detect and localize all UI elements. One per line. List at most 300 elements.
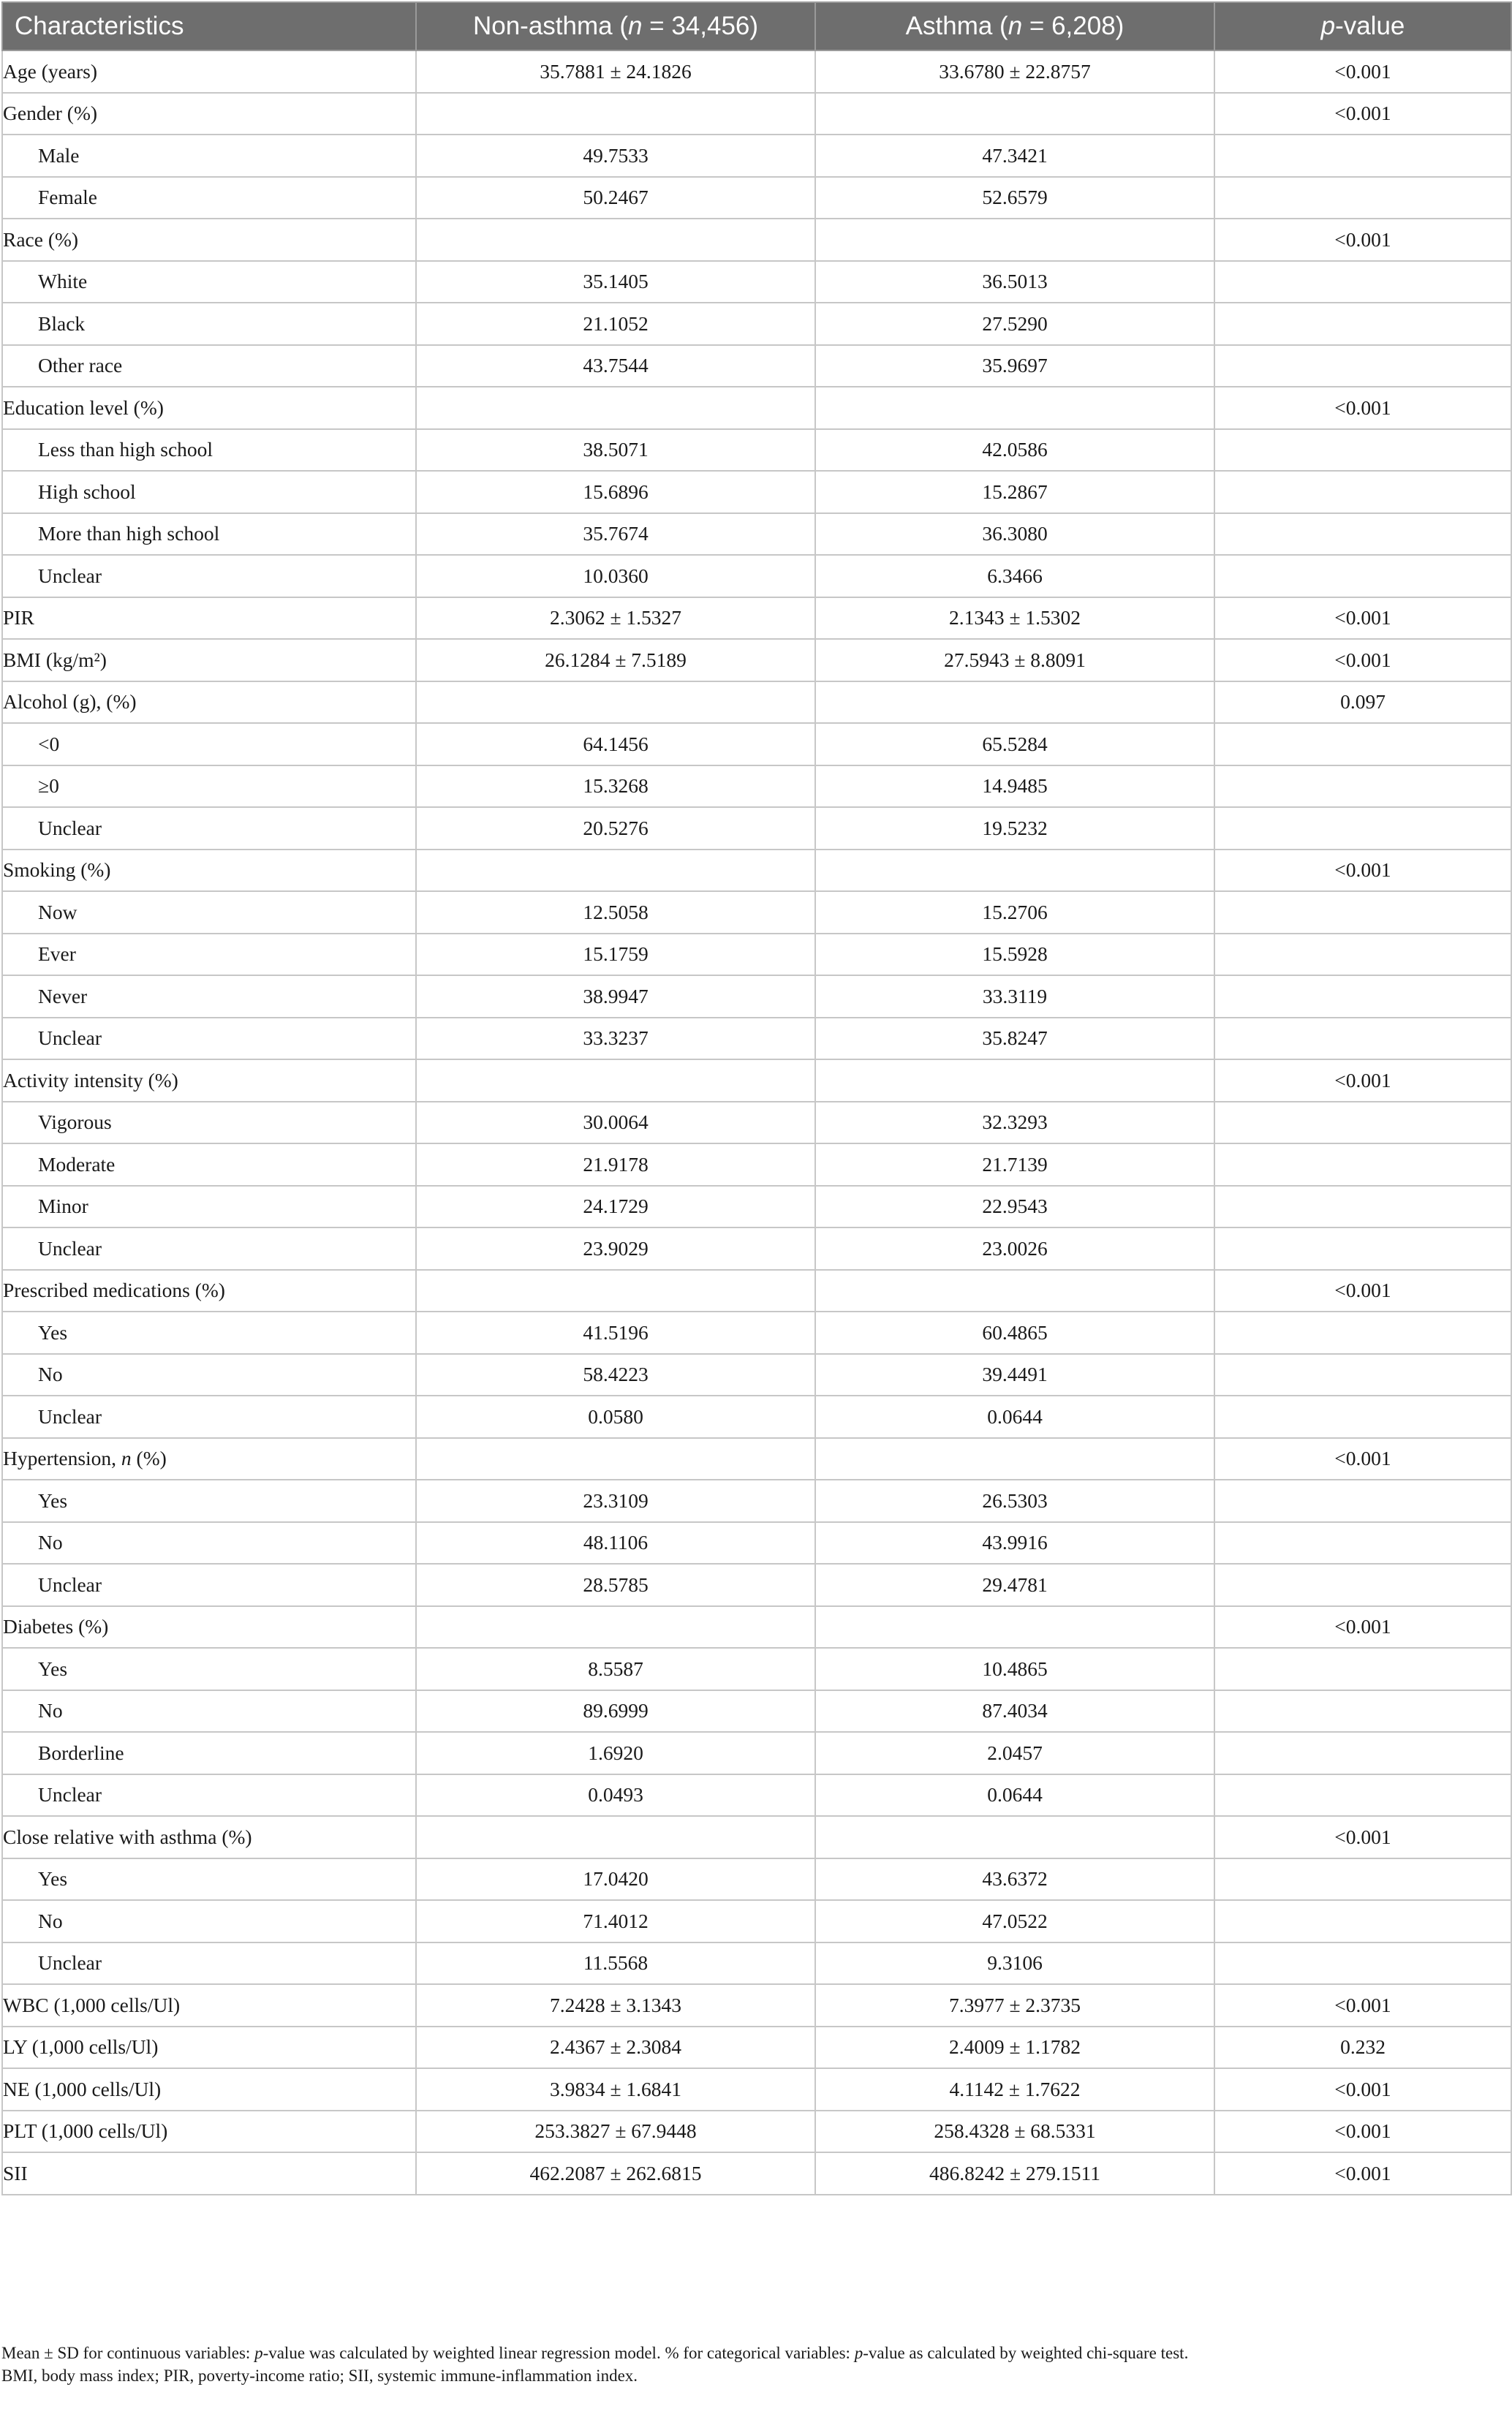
row-label bbox=[2, 1143, 416, 1186]
p-value: <0.001 bbox=[1214, 50, 1511, 93]
p-value: 0.232 bbox=[1214, 2027, 1511, 2069]
asthma-value: 9.3106 bbox=[815, 1942, 1214, 1985]
table-row bbox=[2, 934, 1511, 976]
table-row bbox=[2, 555, 1511, 597]
p-value: <0.001 bbox=[1214, 1984, 1511, 2027]
table-row bbox=[2, 2111, 1511, 2153]
p-value bbox=[1214, 345, 1511, 387]
asthma-value: 4.1142 ± 1.7622 bbox=[815, 2068, 1214, 2111]
row-label-text: More than high school bbox=[38, 522, 220, 545]
p-value bbox=[1214, 471, 1511, 513]
table-row bbox=[2, 1227, 1511, 1270]
header-p-var: p bbox=[1320, 12, 1336, 40]
p-value bbox=[1214, 429, 1511, 472]
footnote-text-b: -value was calculated by weighted linear regression model. % for categorical variables: bbox=[262, 2344, 855, 2362]
asthma-value bbox=[815, 850, 1214, 892]
p-value bbox=[1214, 555, 1511, 597]
p-value bbox=[1214, 765, 1511, 808]
p-value: <0.001 bbox=[1214, 219, 1511, 261]
asthma-value: 19.5232 bbox=[815, 807, 1214, 850]
header-asthma-n: n bbox=[1008, 12, 1023, 40]
row-label bbox=[2, 1564, 416, 1606]
row-label bbox=[2, 1648, 416, 1690]
row-label bbox=[2, 1227, 416, 1270]
table-row bbox=[2, 1480, 1511, 1522]
non-asthma-value: 21.1052 bbox=[416, 303, 815, 345]
asthma-value bbox=[815, 1606, 1214, 1649]
row-label bbox=[2, 345, 416, 387]
table-row bbox=[2, 597, 1511, 640]
row-label-text: WBC (1,000 cells/Ul) bbox=[3, 1993, 181, 2016]
non-asthma-value: 30.0064 bbox=[416, 1102, 815, 1144]
table-row bbox=[2, 50, 1511, 93]
row-label-text: NE (1,000 cells/Ul) bbox=[3, 2077, 162, 2100]
row-label-italic: n bbox=[121, 1447, 132, 1470]
non-asthma-value: 2.3062 ± 1.5327 bbox=[416, 597, 815, 640]
p-value bbox=[1214, 1522, 1511, 1565]
non-asthma-value: 462.2087 ± 262.6815 bbox=[416, 2152, 815, 2195]
header-non-asthma bbox=[416, 2, 815, 50]
asthma-value bbox=[815, 1059, 1214, 1102]
table-row bbox=[2, 1143, 1511, 1186]
footnote-p-var-1: p bbox=[254, 2344, 263, 2362]
asthma-value: 33.6780 ± 22.8757 bbox=[815, 50, 1214, 93]
row-label-text: PIR bbox=[3, 606, 34, 629]
header-non-asthma-prefix: Non-asthma ( bbox=[472, 12, 628, 40]
row-label bbox=[2, 1186, 416, 1228]
row-label bbox=[2, 1732, 416, 1774]
asthma-value bbox=[815, 1438, 1214, 1480]
table-row bbox=[2, 1984, 1511, 2027]
asthma-value: 87.4034 bbox=[815, 1690, 1214, 1733]
non-asthma-value: 38.9947 bbox=[416, 975, 815, 1018]
table-row bbox=[2, 177, 1511, 219]
row-label-text: Diabetes (%) bbox=[3, 1615, 109, 1638]
asthma-value: 27.5290 bbox=[815, 303, 1214, 345]
table-row bbox=[2, 1186, 1511, 1228]
p-value bbox=[1214, 1564, 1511, 1606]
non-asthma-value: 38.5071 bbox=[416, 429, 815, 472]
row-label-text: Male bbox=[38, 143, 80, 167]
table-row bbox=[2, 429, 1511, 472]
non-asthma-value: 23.3109 bbox=[416, 1480, 815, 1522]
table-row bbox=[2, 1942, 1511, 1985]
non-asthma-value bbox=[416, 1059, 815, 1102]
row-label-text: Prescribed medications (%) bbox=[3, 1279, 225, 1302]
non-asthma-value: 0.0493 bbox=[416, 1774, 815, 1817]
non-asthma-value: 24.1729 bbox=[416, 1186, 815, 1228]
header-p-value bbox=[1214, 2, 1511, 50]
row-label-text: Education level (%) bbox=[3, 396, 164, 419]
row-label bbox=[2, 807, 416, 850]
table-row bbox=[2, 1438, 1511, 1480]
asthma-value: 47.3421 bbox=[815, 135, 1214, 177]
asthma-value: 43.9916 bbox=[815, 1522, 1214, 1565]
table-row bbox=[2, 1564, 1511, 1606]
p-value: 0.097 bbox=[1214, 681, 1511, 724]
table-row bbox=[2, 2068, 1511, 2111]
p-value bbox=[1214, 1732, 1511, 1774]
footnote-text-a: Mean ± SD for continuous variables: bbox=[1, 2344, 255, 2362]
row-label-text: Unclear bbox=[38, 1404, 102, 1428]
asthma-value: 6.3466 bbox=[815, 555, 1214, 597]
asthma-value: 2.0457 bbox=[815, 1732, 1214, 1774]
header-asthma bbox=[815, 2, 1214, 50]
asthma-value: 33.3119 bbox=[815, 975, 1214, 1018]
row-label-text: Activity intensity (%) bbox=[3, 1068, 178, 1092]
row-label bbox=[2, 850, 416, 892]
non-asthma-value: 26.1284 ± 7.5189 bbox=[416, 639, 815, 681]
row-label-text: No bbox=[38, 1363, 63, 1386]
p-value bbox=[1214, 1227, 1511, 1270]
row-label bbox=[2, 555, 416, 597]
non-asthma-value: 71.4012 bbox=[416, 1900, 815, 1942]
asthma-value bbox=[815, 93, 1214, 135]
asthma-value: 35.9697 bbox=[815, 345, 1214, 387]
p-value: <0.001 bbox=[1214, 2068, 1511, 2111]
footnote-line-1 bbox=[1, 2342, 1508, 2364]
table-row bbox=[2, 1774, 1511, 1817]
non-asthma-value bbox=[416, 1438, 815, 1480]
non-asthma-value bbox=[416, 219, 815, 261]
asthma-value: 32.3293 bbox=[815, 1102, 1214, 1144]
row-label-text: LY (1,000 cells/Ul) bbox=[3, 2035, 159, 2059]
non-asthma-value: 1.6920 bbox=[416, 1732, 815, 1774]
non-asthma-value: 50.2467 bbox=[416, 177, 815, 219]
row-label-text: Female bbox=[38, 186, 97, 209]
row-label-after: (%) bbox=[131, 1447, 167, 1470]
p-value: <0.001 bbox=[1214, 850, 1511, 892]
row-label-text: Unclear bbox=[38, 1573, 102, 1596]
asthma-value bbox=[815, 1270, 1214, 1312]
table-row bbox=[2, 1648, 1511, 1690]
row-label bbox=[2, 2111, 416, 2153]
p-value: <0.001 bbox=[1214, 597, 1511, 640]
row-label-text: Unclear bbox=[38, 1026, 102, 1050]
p-value bbox=[1214, 1312, 1511, 1354]
p-value bbox=[1214, 807, 1511, 850]
row-label bbox=[2, 681, 416, 724]
table-row bbox=[2, 1690, 1511, 1733]
table-row bbox=[2, 1606, 1511, 1649]
row-label-text: Race (%) bbox=[3, 227, 79, 251]
asthma-value: 22.9543 bbox=[815, 1186, 1214, 1228]
header-asthma-count: = 6,208) bbox=[1022, 12, 1124, 40]
table-row bbox=[2, 219, 1511, 261]
row-label bbox=[2, 1102, 416, 1144]
p-value bbox=[1214, 1396, 1511, 1438]
row-label-text: Unclear bbox=[38, 1236, 102, 1260]
row-label bbox=[2, 597, 416, 640]
table-row bbox=[2, 2027, 1511, 2069]
table-row bbox=[2, 723, 1511, 765]
asthma-value: 14.9485 bbox=[815, 765, 1214, 808]
row-label-text: SII bbox=[3, 2161, 28, 2184]
asthma-value: 36.5013 bbox=[815, 261, 1214, 303]
row-label bbox=[2, 1942, 416, 1985]
table-row bbox=[2, 1858, 1511, 1901]
row-label bbox=[2, 1522, 416, 1565]
non-asthma-value bbox=[416, 850, 815, 892]
table-row bbox=[2, 1102, 1511, 1144]
row-label bbox=[2, 303, 416, 345]
table-row bbox=[2, 1354, 1511, 1396]
row-label-text: Black bbox=[38, 311, 86, 335]
row-label bbox=[2, 934, 416, 976]
non-asthma-value: 28.5785 bbox=[416, 1564, 815, 1606]
p-value bbox=[1214, 513, 1511, 556]
non-asthma-value bbox=[416, 1816, 815, 1858]
table-row bbox=[2, 1059, 1511, 1102]
row-label-text: PLT (1,000 cells/Ul) bbox=[3, 2119, 168, 2143]
asthma-value: 258.4328 ± 68.5331 bbox=[815, 2111, 1214, 2153]
asthma-value: 15.2867 bbox=[815, 471, 1214, 513]
row-label-text: Alcohol (g), (%) bbox=[3, 690, 137, 714]
asthma-value: 0.0644 bbox=[815, 1396, 1214, 1438]
table-row bbox=[2, 1816, 1511, 1858]
asthma-value: 23.0026 bbox=[815, 1227, 1214, 1270]
table-row bbox=[2, 891, 1511, 934]
row-label-text: No bbox=[38, 1699, 63, 1722]
asthma-value: 0.0644 bbox=[815, 1774, 1214, 1817]
asthma-value: 52.6579 bbox=[815, 177, 1214, 219]
row-label bbox=[2, 2027, 416, 2069]
row-label-text: High school bbox=[38, 480, 136, 503]
asthma-value: 10.4865 bbox=[815, 1648, 1214, 1690]
row-label-text: Close relative with asthma (%) bbox=[3, 1825, 252, 1848]
non-asthma-value: 3.9834 ± 1.6841 bbox=[416, 2068, 815, 2111]
non-asthma-value bbox=[416, 1606, 815, 1649]
row-label-text: Borderline bbox=[38, 1741, 124, 1764]
table-row bbox=[2, 471, 1511, 513]
row-label bbox=[2, 1018, 416, 1060]
table-row bbox=[2, 1732, 1511, 1774]
table-header-row bbox=[2, 2, 1511, 50]
table-row bbox=[2, 1312, 1511, 1354]
row-label-text: Unclear bbox=[38, 1783, 102, 1807]
non-asthma-value: 8.5587 bbox=[416, 1648, 815, 1690]
p-value: <0.001 bbox=[1214, 2152, 1511, 2195]
row-label bbox=[2, 513, 416, 556]
row-label bbox=[2, 1396, 416, 1438]
asthma-value: 47.0522 bbox=[815, 1900, 1214, 1942]
footnote-text-c: -value as calculated by weighted chi-square test. bbox=[863, 2344, 1189, 2362]
row-label-text: Smoking (%) bbox=[3, 858, 111, 882]
row-label bbox=[2, 135, 416, 177]
table-row bbox=[2, 1270, 1511, 1312]
footnote-p-var-2: p bbox=[854, 2344, 863, 2362]
row-label-text: White bbox=[38, 270, 88, 293]
row-label bbox=[2, 1606, 416, 1649]
asthma-value: 486.8242 ± 279.1511 bbox=[815, 2152, 1214, 2195]
p-value bbox=[1214, 1690, 1511, 1733]
row-label-text: ≥0 bbox=[38, 774, 59, 798]
row-label-text: <0 bbox=[38, 732, 60, 755]
table-row bbox=[2, 345, 1511, 387]
row-label-text: Vigorous bbox=[38, 1111, 112, 1134]
row-label bbox=[2, 2152, 416, 2195]
asthma-value bbox=[815, 387, 1214, 429]
p-value: <0.001 bbox=[1214, 1816, 1511, 1858]
row-label bbox=[2, 1059, 416, 1102]
non-asthma-value: 33.3237 bbox=[416, 1018, 815, 1060]
non-asthma-value: 15.1759 bbox=[416, 934, 815, 976]
non-asthma-value: 23.9029 bbox=[416, 1227, 815, 1270]
p-value bbox=[1214, 1774, 1511, 1817]
row-label-text: Now bbox=[38, 900, 78, 923]
asthma-value: 15.5928 bbox=[815, 934, 1214, 976]
asthma-value: 60.4865 bbox=[815, 1312, 1214, 1354]
table-row bbox=[2, 135, 1511, 177]
p-value bbox=[1214, 261, 1511, 303]
table-body bbox=[2, 50, 1511, 2195]
non-asthma-value: 43.7544 bbox=[416, 345, 815, 387]
row-label bbox=[2, 1270, 416, 1312]
row-label-text: Ever bbox=[38, 942, 76, 966]
non-asthma-value: 253.3827 ± 67.9448 bbox=[416, 2111, 815, 2153]
row-label-text: No bbox=[38, 1909, 63, 1932]
asthma-value bbox=[815, 1816, 1214, 1858]
asthma-value: 29.4781 bbox=[815, 1564, 1214, 1606]
p-value bbox=[1214, 177, 1511, 219]
p-value bbox=[1214, 1354, 1511, 1396]
row-label-text: No bbox=[38, 1531, 63, 1554]
table-row bbox=[2, 1522, 1511, 1565]
row-label bbox=[2, 1984, 416, 2027]
row-label bbox=[2, 93, 416, 135]
table-row bbox=[2, 807, 1511, 850]
p-value bbox=[1214, 1648, 1511, 1690]
row-label bbox=[2, 1900, 416, 1942]
footnote-line-2: BMI, body mass index; PIR, poverty-income ratio; SII, systemic immune-inflammation index. bbox=[1, 2367, 638, 2385]
table-row bbox=[2, 1396, 1511, 1438]
p-value bbox=[1214, 135, 1511, 177]
row-label bbox=[2, 1480, 416, 1522]
non-asthma-value: 58.4223 bbox=[416, 1354, 815, 1396]
non-asthma-value bbox=[416, 1270, 815, 1312]
non-asthma-value: 17.0420 bbox=[416, 1858, 815, 1901]
row-label bbox=[2, 2068, 416, 2111]
non-asthma-value bbox=[416, 387, 815, 429]
header-non-asthma-count: = 34,456) bbox=[642, 12, 759, 40]
p-value bbox=[1214, 1143, 1511, 1186]
table-row bbox=[2, 93, 1511, 135]
asthma-value: 42.0586 bbox=[815, 429, 1214, 472]
row-label bbox=[2, 1690, 416, 1733]
p-value bbox=[1214, 1900, 1511, 1942]
row-label bbox=[2, 471, 416, 513]
row-label-text: Age (years) bbox=[3, 59, 98, 83]
p-value: <0.001 bbox=[1214, 1606, 1511, 1649]
row-label-text: Hypertension, bbox=[3, 1447, 121, 1470]
asthma-value: 2.1343 ± 1.5302 bbox=[815, 597, 1214, 640]
p-value: <0.001 bbox=[1214, 93, 1511, 135]
row-label bbox=[2, 891, 416, 934]
row-label bbox=[2, 429, 416, 472]
table-row bbox=[2, 681, 1511, 724]
non-asthma-value: 2.4367 ± 2.3084 bbox=[416, 2027, 815, 2069]
row-label bbox=[2, 1354, 416, 1396]
table-row bbox=[2, 850, 1511, 892]
table-row bbox=[2, 639, 1511, 681]
row-label-text: Less than high school bbox=[38, 438, 213, 461]
row-label-text: Yes bbox=[38, 1320, 68, 1344]
non-asthma-value: 12.5058 bbox=[416, 891, 815, 934]
row-label bbox=[2, 975, 416, 1018]
row-label bbox=[2, 1438, 416, 1480]
non-asthma-value: 0.0580 bbox=[416, 1396, 815, 1438]
table-footnote bbox=[1, 2342, 1508, 2387]
p-value: <0.001 bbox=[1214, 1438, 1511, 1480]
row-label-text: Other race bbox=[38, 354, 123, 377]
row-label-text: Yes bbox=[38, 1657, 68, 1680]
table-row bbox=[2, 765, 1511, 808]
p-value: <0.001 bbox=[1214, 639, 1511, 681]
row-label bbox=[2, 177, 416, 219]
row-label bbox=[2, 50, 416, 93]
row-label bbox=[2, 387, 416, 429]
p-value: <0.001 bbox=[1214, 1270, 1511, 1312]
p-value: <0.001 bbox=[1214, 1059, 1511, 1102]
p-value bbox=[1214, 1102, 1511, 1144]
non-asthma-value: 35.1405 bbox=[416, 261, 815, 303]
non-asthma-value: 15.3268 bbox=[416, 765, 815, 808]
header-p-suffix: -value bbox=[1335, 12, 1405, 40]
non-asthma-value: 21.9178 bbox=[416, 1143, 815, 1186]
non-asthma-value bbox=[416, 681, 815, 724]
p-value bbox=[1214, 1942, 1511, 1985]
non-asthma-value bbox=[416, 93, 815, 135]
non-asthma-value: 20.5276 bbox=[416, 807, 815, 850]
row-label bbox=[2, 639, 416, 681]
table-row bbox=[2, 975, 1511, 1018]
table-row bbox=[2, 1018, 1511, 1060]
asthma-value: 2.4009 ± 1.1782 bbox=[815, 2027, 1214, 2069]
non-asthma-value: 48.1106 bbox=[416, 1522, 815, 1565]
non-asthma-value: 10.0360 bbox=[416, 555, 815, 597]
p-value bbox=[1214, 1858, 1511, 1901]
non-asthma-value: 49.7533 bbox=[416, 135, 815, 177]
row-label bbox=[2, 723, 416, 765]
non-asthma-value: 35.7674 bbox=[416, 513, 815, 556]
header-non-asthma-n: n bbox=[627, 12, 643, 40]
non-asthma-value: 15.6896 bbox=[416, 471, 815, 513]
asthma-value: 21.7139 bbox=[815, 1143, 1214, 1186]
row-label-text: Unclear bbox=[38, 564, 102, 587]
row-label bbox=[2, 765, 416, 808]
p-value bbox=[1214, 1018, 1511, 1060]
p-value bbox=[1214, 891, 1511, 934]
p-value bbox=[1214, 723, 1511, 765]
asthma-value: 27.5943 ± 8.8091 bbox=[815, 639, 1214, 681]
row-label-text: Never bbox=[38, 984, 88, 1007]
p-value bbox=[1214, 303, 1511, 345]
p-value bbox=[1214, 934, 1511, 976]
p-value: <0.001 bbox=[1214, 2111, 1511, 2153]
row-label-text: Gender (%) bbox=[3, 102, 98, 125]
non-asthma-value: 64.1456 bbox=[416, 723, 815, 765]
p-value bbox=[1214, 1480, 1511, 1522]
p-value: <0.001 bbox=[1214, 387, 1511, 429]
row-label-text: Minor bbox=[38, 1195, 88, 1218]
row-label bbox=[2, 219, 416, 261]
non-asthma-value: 35.7881 ± 24.1826 bbox=[416, 50, 815, 93]
table-row bbox=[2, 387, 1511, 429]
row-label bbox=[2, 1858, 416, 1901]
row-label bbox=[2, 1774, 416, 1817]
p-value bbox=[1214, 975, 1511, 1018]
header-asthma-prefix: Asthma ( bbox=[905, 12, 1008, 40]
